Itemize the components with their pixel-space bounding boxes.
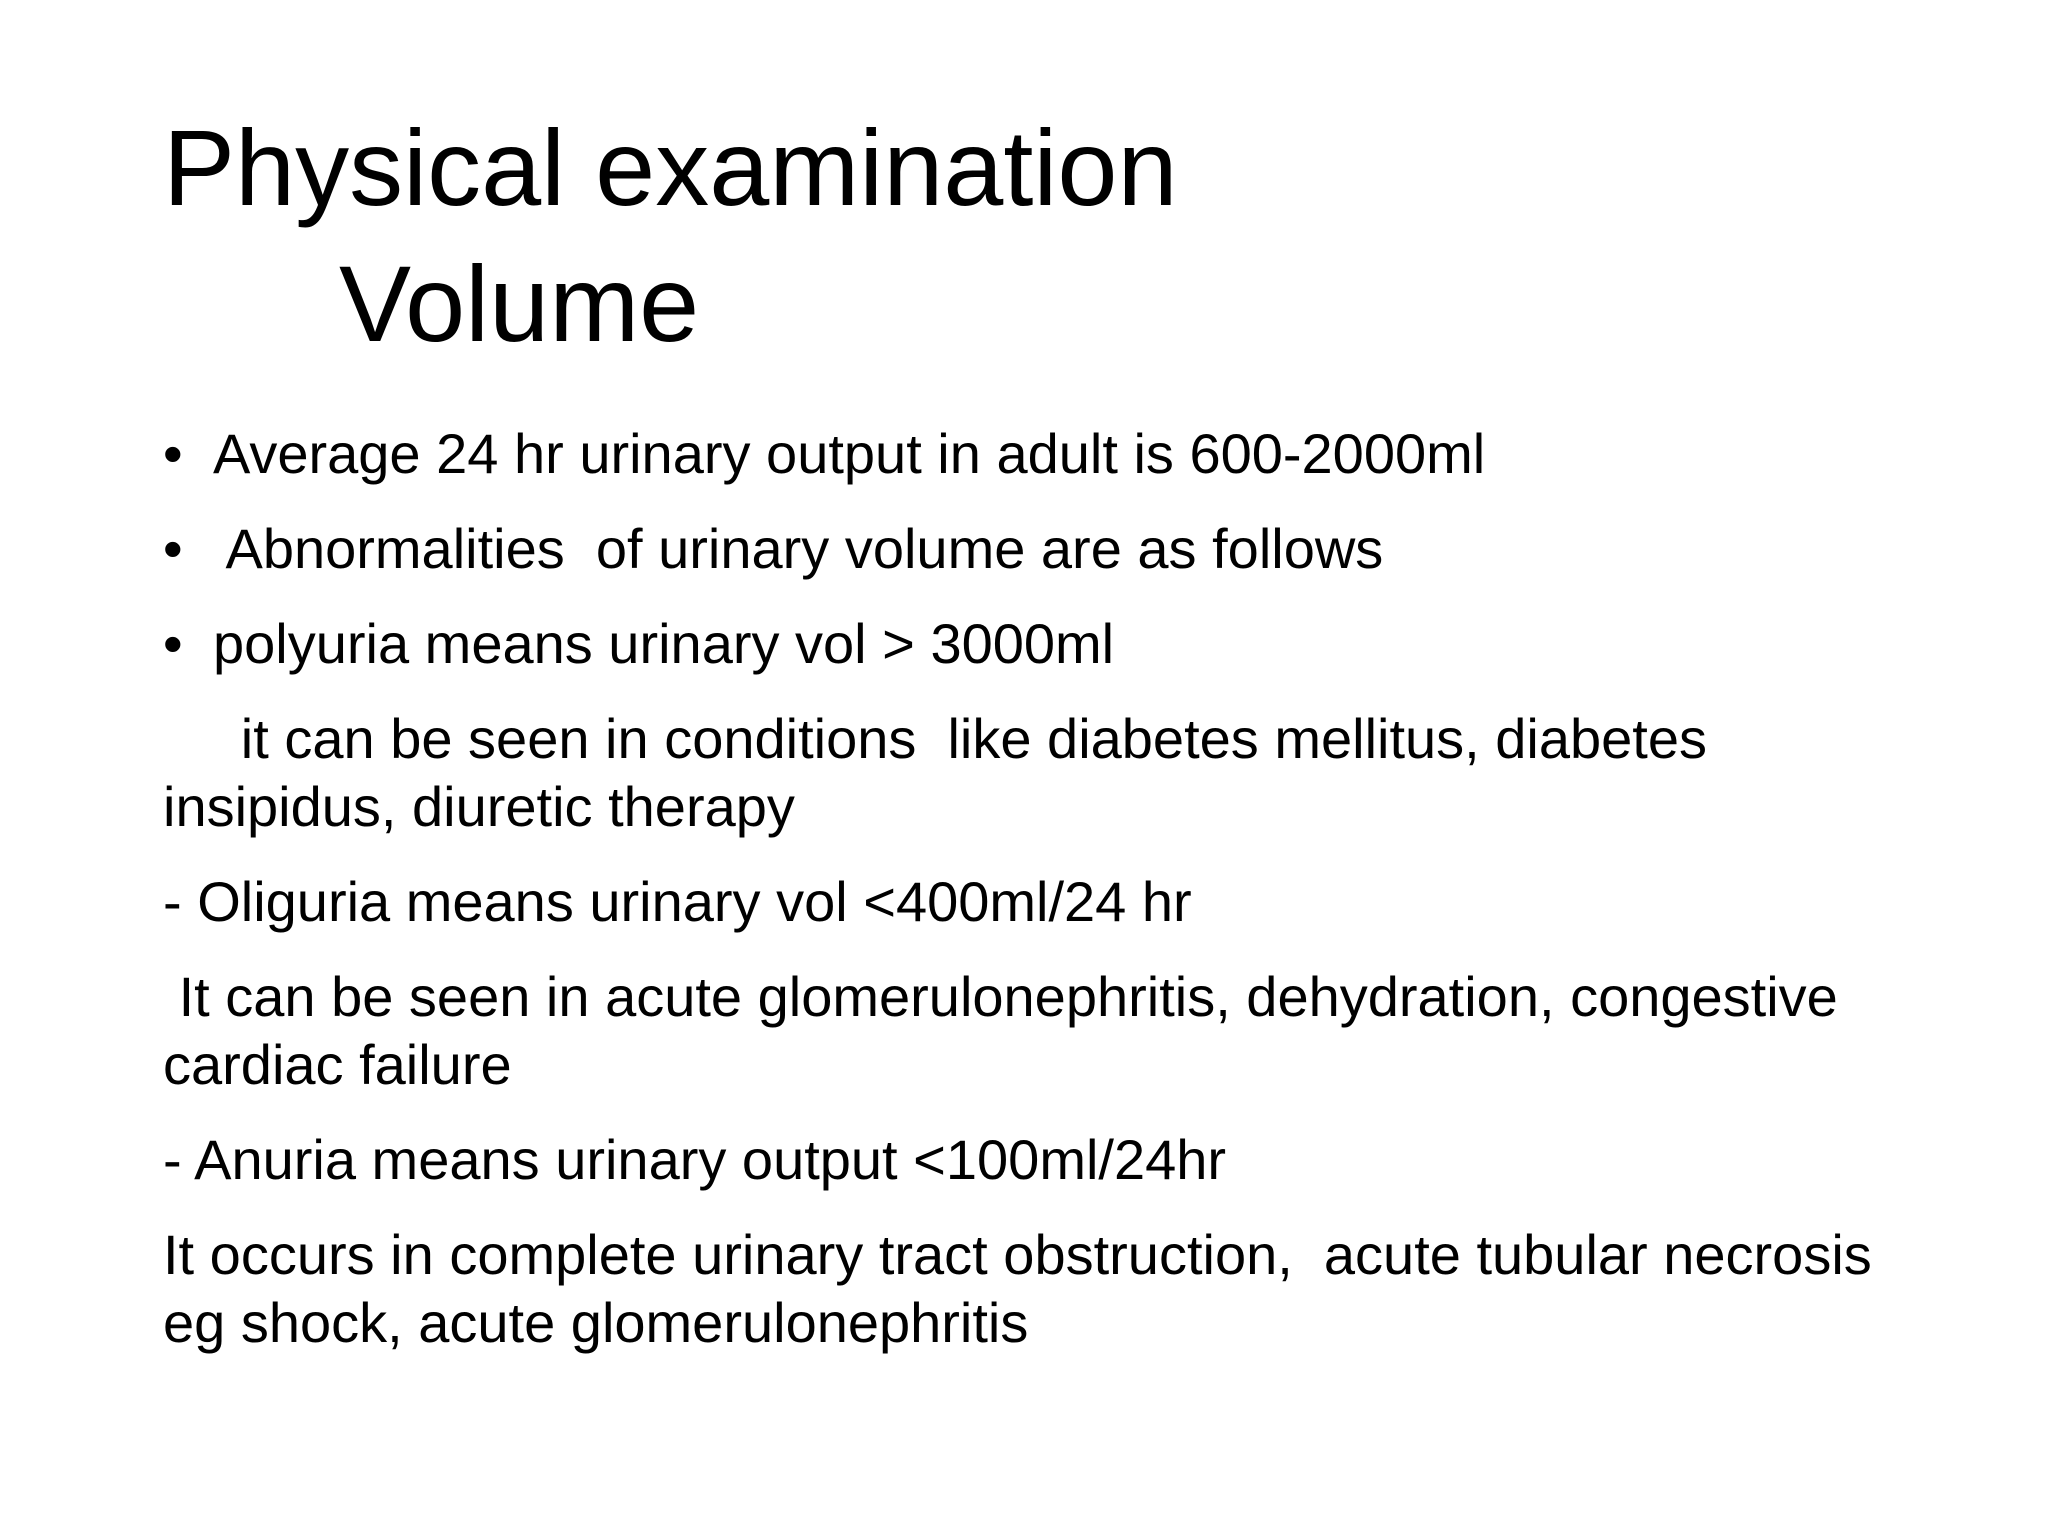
slide-title xyxy=(163,100,1883,372)
bullet-item xyxy=(163,610,1903,678)
bullet-item xyxy=(163,515,1903,583)
slide-body xyxy=(163,420,1903,1384)
paragraph-oliguria-causes: It can be seen in acute glomerulonephritis, dehydration, congestive cardiac failure xyxy=(163,965,1854,1096)
bullet-item xyxy=(163,420,1903,488)
paragraph-oliguria: - Oliguria means urinary vol <400ml/24 hr xyxy=(163,870,1192,933)
bullet-dot-icon: • xyxy=(163,517,183,580)
paragraph-anuria: - Anuria means urinary output <100ml/24hr xyxy=(163,1128,1227,1191)
bullet-dot-icon: • xyxy=(163,422,183,485)
paragraph-anuria-causes: It occurs in complete urinary tract obstruction, acute tubular necrosis eg shock, acute glomerulonephritis xyxy=(163,1223,1888,1354)
bullet-text: Average 24 hr urinary output in adult is 600-2000ml xyxy=(213,422,1486,485)
title-line-1: Physical examination xyxy=(163,107,1178,228)
bullet-text: polyuria means urinary vol > 3000ml xyxy=(213,612,1115,675)
bullet-text: Abnormalities of urinary volume are as follows xyxy=(213,517,1384,580)
bullet-dot-icon: • xyxy=(163,612,183,675)
title-line-2: Volume xyxy=(339,243,700,364)
paragraph-polyuria-causes: it can be seen in conditions like diabetes mellitus, diabetes insipidus, diuretic therapy xyxy=(163,707,1723,838)
